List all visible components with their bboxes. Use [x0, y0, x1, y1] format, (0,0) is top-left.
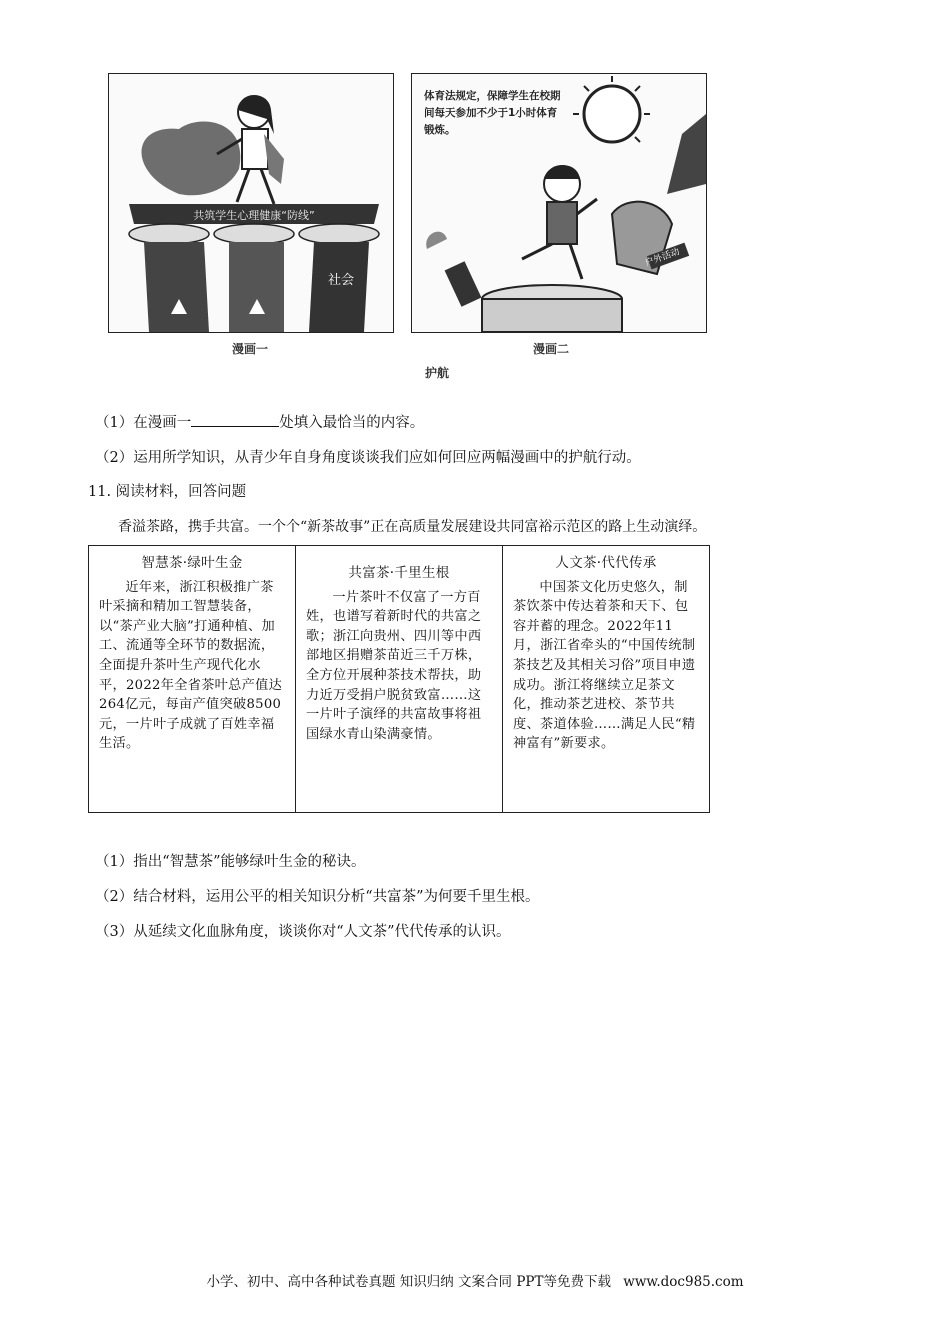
page-footer	[0, 1270, 950, 1290]
question-11-2: （2）结合材料，运用公平的相关知识分析“共富茶”为何要千里生根。	[95, 889, 540, 905]
comic-one-banner: 共筑学生心理健康“防线”	[193, 209, 315, 222]
comic-one-pillar-label: 社会	[327, 273, 355, 288]
question-11-intro: 香溢茶路，携手共富。一个个“新茶故事”正在高质量发展建设共同富裕示范区的路上生动演绎。	[118, 519, 707, 535]
tea-cell-body: 近年来，浙江积极推广茶叶采摘和精加工智慧装备，以“茶产业大脑”打通种植、加工、流通等全环节的数据流，全面提升茶叶生产现代化水平，2022年全省茶叶总产值达264亿元，每亩产值突破8500元，一片叶子成就了百姓幸福生活。	[99, 579, 283, 752]
comic-two-caption: 漫画二	[533, 342, 570, 356]
question-10-1-prefix: （1）在漫画一	[95, 415, 192, 431]
tea-cell-body: 一片茶叶不仅富了一方百姓，也谱写着新时代的共富之歌；浙江向贵州、四川等中西部地区捐赠茶苗近三千万株，全方位开展种茶技术帮扶，助力近万受捐户脱贫致富……这一片叶子演绎的共富故事将祖国绿水青山染满豪情。	[306, 589, 482, 742]
tea-cell-title: 人文茶·代代传承	[555, 555, 657, 571]
tea-cell-body: 中国茶文化历史悠久，制茶饮茶中传达着茶和天下、包容并蓄的理念。2022年11月，浙江省牵头的“中国传统制茶技艺及其相关习俗”项目申遗成功。浙江将继续立足茶文化，推动茶艺进校、茶节共度、茶道体验……满足人民“精神富有”新要求。	[513, 579, 696, 752]
footer-url[interactable]: www.doc985.com	[623, 1274, 744, 1290]
tea-cell-title: 智慧茶·绿叶生金	[141, 555, 243, 571]
tea-cell-title: 共富茶·千里生根	[348, 565, 450, 581]
tea-cell-smart	[89, 546, 296, 813]
question-10-2: （2）运用所学知识，从青少年自身角度谈谈我们应如何回应两幅漫画中的护航行动。	[95, 450, 641, 466]
question-11-heading: 11. 阅读材料，回答问题	[88, 484, 247, 500]
tea-cell-common-prosperity	[296, 546, 503, 813]
question-11-1: （1）指出“智慧茶”能够绿叶生金的秘诀。	[95, 854, 366, 870]
comic-one	[108, 73, 394, 333]
tea-cell-humanities	[503, 546, 710, 813]
footer-text: 小学、初中、高中各种试卷真题 知识归纳 文案合同 PPT等免费下载	[206, 1274, 611, 1290]
figure-title: 护航	[425, 366, 450, 380]
question-11-3: （3）从延续文化血脉角度，谈谈你对“人文茶”代代传承的认识。	[95, 924, 511, 940]
comic-one-caption: 漫画一	[232, 342, 269, 356]
comic-two	[411, 73, 707, 333]
comic-one-drawing	[109, 74, 393, 332]
tea-table	[88, 545, 710, 813]
question-10-1	[95, 412, 424, 433]
comic-two-bag-label: 户外活动	[643, 247, 682, 269]
comic-two-speech: 体育法规定，保障学生在校期间每天参加不少于1小时体育锻炼。	[424, 90, 561, 136]
answer-blank[interactable]	[191, 412, 279, 427]
question-10-1-suffix: 处填入最恰当的内容。	[279, 415, 425, 431]
